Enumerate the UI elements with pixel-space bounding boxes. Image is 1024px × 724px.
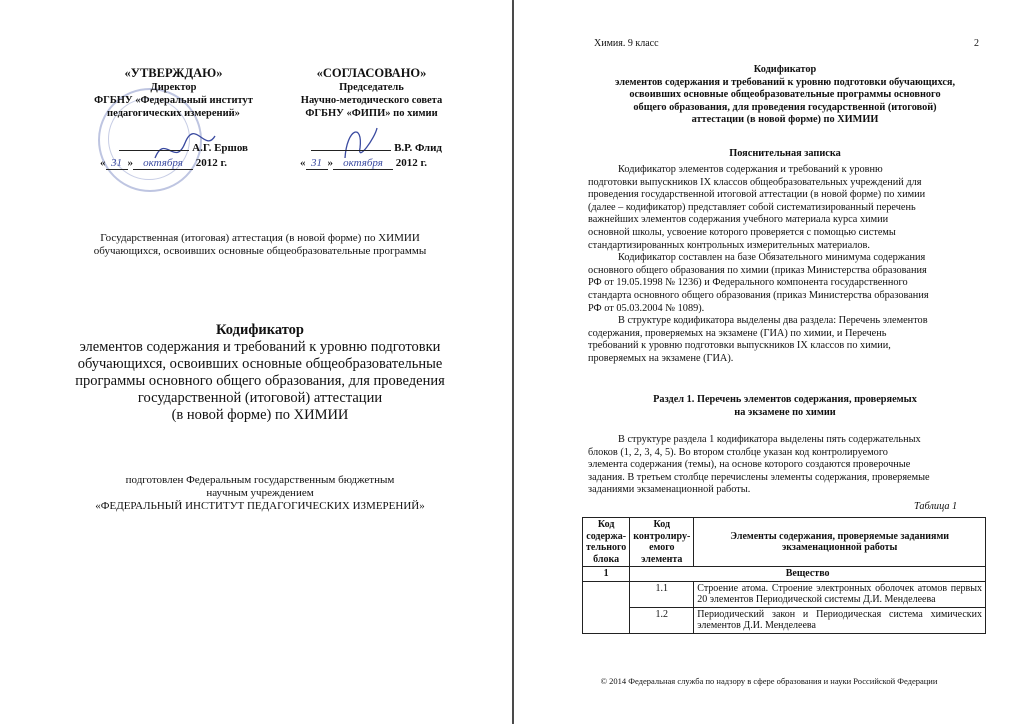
para1-line: Кодификатор элементов содержания и требований к уровню [618, 164, 883, 175]
para4-line: блоков (1, 2, 3, 4, 5). Во втором столбце указан код контролируемого [588, 446, 888, 458]
prepared-line-1: подготовлен Федеральным государственным бюджетным [125, 474, 395, 486]
element-code: 1.2 [630, 607, 694, 633]
agreed-org-1: Научно-методического совета [300, 95, 443, 106]
approve-date-day: 31 [106, 157, 128, 170]
approve-date: « 31 » октября 2012 г. [100, 157, 228, 169]
page2-title-line-4: общего образования, для проведения государственной (итоговой) [633, 101, 937, 113]
header-elements: Элементы содержания, проверяемые заданиями экзаменационной работы [694, 518, 986, 567]
para1-line: (далее – кодификатор) представляет собой систематизированный перечень [588, 201, 916, 213]
approve-date-month: октября [133, 157, 193, 170]
para2-line: РФ от 05.03.2004 № 1089). [588, 302, 705, 314]
body-text [588, 164, 982, 366]
paragraph-3 [588, 315, 982, 365]
para1-line: важнейших элементов содержания учебного материала курса химии [588, 214, 889, 226]
para2-line: основного общего образования по химии (приказ Министерства образования [588, 264, 927, 276]
approve-signer: А.Г. Ершов [192, 142, 248, 154]
para1-line: стандартизированных контрольных измерительных материалов. [588, 239, 870, 251]
para4-line: заданиями экзаменационной работы. [588, 484, 751, 496]
approve-signer-line [98, 142, 248, 154]
paragraph-1 [588, 164, 982, 252]
agreed-role: Председатель [339, 82, 404, 93]
exam-subtitle-line-2: обучающихся, освоивших основные общеобразовательные программы [93, 245, 427, 257]
page-number: 2 [974, 38, 979, 49]
note-heading: Пояснительная записка [729, 148, 841, 159]
page2-title [580, 64, 990, 127]
agreed-org-2: ФГБНУ «ФИПИ» по химии [305, 108, 438, 119]
section-heading-line-1: Раздел 1. Перечень элементов содержания, проверяемых [653, 394, 917, 405]
table-caption: Таблица 1 [914, 501, 958, 512]
title-line-2: обучающихся, освоивших основные общеобразовательные [77, 356, 443, 372]
para2-line: стандарта основного общего образования (приказ Министерства образования [588, 289, 929, 301]
header-element-code: Код контролиру-емого элемента [630, 518, 694, 567]
page2-title-line-2: элементов содержания и требований к уровню подготовки обучающихся, [614, 76, 956, 88]
approve-heading: «УТВЕРЖДАЮ» [124, 66, 223, 80]
copyright-footer: © 2014 Федеральная служба по надзору в сфере образования и науки Российской Федерации [600, 676, 938, 686]
table-block-row [583, 567, 986, 582]
empty-cell [583, 607, 630, 633]
page2-title-line-1: Кодификатор [753, 64, 817, 75]
agreed-heading: «СОГЛАСОВАНО» [316, 66, 427, 80]
element-code: 1.1 [630, 581, 694, 607]
para4-line: В структуре раздела 1 кодификатора выделены пять содержательных [618, 434, 921, 445]
paragraph-2 [588, 252, 982, 315]
para4-line: задания. В третьем столбце перечислены элементы содержания, проверяемые [588, 471, 930, 483]
block-code: 1 [583, 567, 630, 582]
section-heading [580, 394, 990, 419]
table-row [583, 581, 986, 607]
title-line-1: элементов содержания и требований к уровню подготовки [79, 339, 441, 355]
content-table [582, 517, 986, 634]
approve-org-2: педагогических измерений» [107, 108, 240, 119]
para3-line: проверяемых на экзамене (ГИА). [588, 352, 734, 364]
block-title: Вещество [630, 567, 986, 582]
header-block-code: Код содержа-тельного блока [583, 518, 630, 567]
para3-line: требований к уровню подготовки выпускников IX классов по химии, [588, 340, 891, 352]
agreed-date-year: 2012 г. [395, 157, 428, 169]
approve-role: Директор [150, 82, 197, 93]
codifier-page-2 [514, 0, 1024, 724]
page2-title-line-5: аттестации (в новой форме) по ХИМИИ [691, 114, 879, 126]
para3-line: В структуре кодификатора выделены два раздела: Перечень элементов [618, 315, 928, 327]
title-line-4: государственной (итоговой) аттестации [137, 390, 383, 406]
agreed-signer-line [300, 142, 442, 154]
approve-date-year: 2012 г. [195, 157, 228, 169]
para1-line: подготовки выпускников IX классов общеобразовательных учреждений для [588, 176, 922, 188]
para2-line: РФ от 19.05.1998 № 1236) и Федерального компонента государственного [588, 277, 908, 289]
exam-subtitle [40, 232, 480, 258]
empty-cell [583, 581, 630, 607]
para4-line: элемента содержания (темы), на основе которого создаются проверочные [588, 459, 911, 471]
agreed-date-month: октября [333, 157, 393, 170]
approve-block [86, 66, 261, 120]
section-heading-line-2: на экзамене по химии [734, 406, 836, 418]
prepared-by [40, 474, 480, 513]
para1-line: основной школы, усвоение которого проверяется с помощью системы [588, 226, 896, 238]
title-line-3: программы основного общего образования, для проведения [75, 373, 445, 389]
element-text: Строение атома. Строение электронных оболочек атомов первых 20 элементов Периодической системы Д.И. Менделеева [694, 581, 986, 607]
running-header: Химия. 9 класс [594, 38, 659, 49]
agreed-date: « 31 » октября 2012 г. [300, 157, 428, 169]
para1-line: проведения государственной итоговой аттестации (в новой форме) по химии [588, 189, 926, 201]
prepared-line-3: «ФЕДЕРАЛЬНЫЙ ИНСТИТУТ ПЕДАГОГИЧЕСКИХ ИЗМЕРЕНИЙ» [95, 500, 425, 512]
element-text: Периодический закон и Периодическая система химических элементов Д.И. Менделеева [694, 607, 986, 633]
document-title [30, 322, 490, 424]
agreed-date-day: 31 [306, 157, 328, 170]
page2-title-line-3: освоивших основные общеобразовательные программы основного [629, 89, 941, 101]
para3-line: содержания, проверяемых на экзамене (ГИА) по химии, и Перечень [588, 327, 887, 339]
title-heading: Кодификатор [216, 322, 304, 338]
approve-org-1: ФГБНУ «Федеральный институт [94, 95, 253, 106]
title-line-5: (в новой форме) по ХИМИИ [171, 407, 349, 423]
prepared-line-2: научным учреждением [206, 487, 314, 499]
table-header-row [583, 518, 986, 567]
agreed-signer: В.Р. Флид [394, 142, 442, 154]
agreed-block [284, 66, 459, 120]
exam-subtitle-line-1: Государственная (итоговая) аттестация (в новой форме) по ХИМИИ [100, 232, 420, 244]
table-row [583, 607, 986, 633]
paragraph-4 [588, 434, 982, 497]
para2-line: Кодификатор составлен на базе Обязательного минимума содержания [618, 252, 926, 264]
